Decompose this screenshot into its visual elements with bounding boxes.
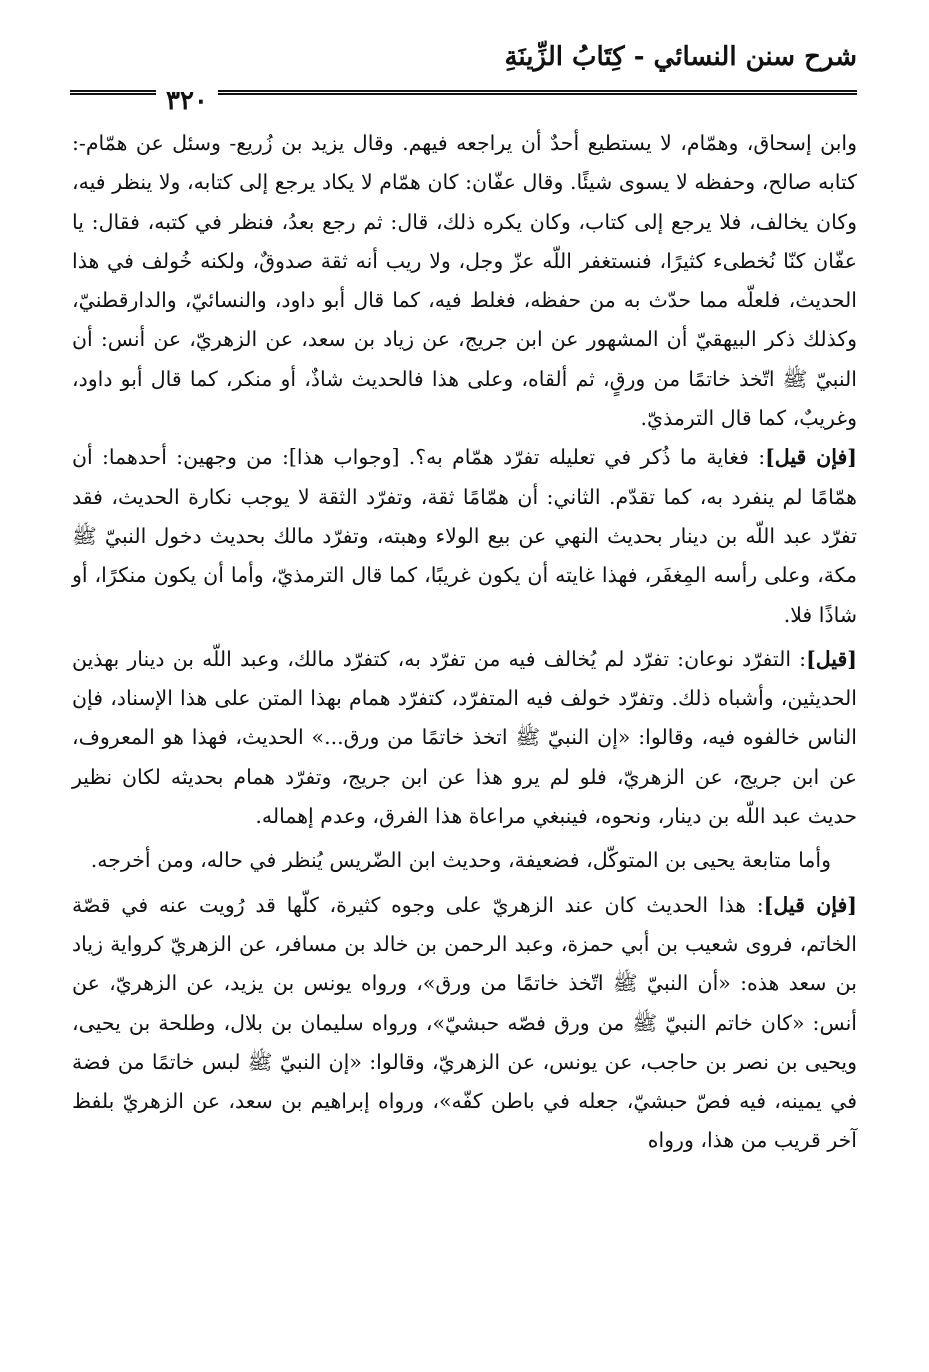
paragraph-lead: [فإن قيل] bbox=[763, 892, 857, 917]
paragraph-lead: [فإن قيل] bbox=[765, 445, 857, 470]
running-title: شرح سنن النسائي - كِتَابُ الزِّينَةِ bbox=[504, 42, 857, 72]
paragraph bbox=[72, 438, 857, 634]
paragraph-text: وابن إسحاق، وهمّام، لا يستطيع أحدٌ أن يراجعه فيهم. وقال يزيد بن زُريع- وسئل عن همّام-: كتابه صالح، وحفظه لا يسوى شيئًا. وقال عفّان: كان همّام لا يكاد يرجع إلى كتابه، ولا ينظر فيه، وكان يخالف، فلا يرجع إلى كتاب، وكان يكره ذلك، قال: ثم رجع بعدُ، فنظر في كتبه، فقال: يا عفّان كنّا نُخطىء كثيرًا، فنستغفر اللّه عزّ وجل، ولا ريب أنه ثقة صدوقٌ، ولكنه خُولف في هذا الحديث، فلعلّه مما حدّث به من حفظه، فغلط فيه، كما قال أبو داود، والنسائيّ، والدارقطنيّ، وكذلك ذكر البيهقيّ أن المشهور عن ابن جريج، عن زياد بن سعد، عن الزهريّ، عن أنس: أن النبيّ ﷺ اتّخذ خاتمًا من ورقٍ، ثم ألقاه، وعلى هذا فالحديث شاذٌ، أو منكر، كما قال أبو داود، وغريبٌ، كما قال الترمذيّ. bbox=[72, 131, 857, 431]
page-number: ٣٢٠ bbox=[156, 86, 218, 116]
paragraph-text: : هذا الحديث كان عند الزهريّ على وجوه كثيرة، كلّها قد رُويت عنه في قصّة الخاتم، فروى شعيب بن أبي حمزة، وعبد الرحمن بن خالد بن مسافر، عن الزهريّ كرواية زياد بن سعد هذه: «أن النبيّ ﷺ اتّخذ خاتمًا من ورق»، ورواه يونس بن يزيد، عن الزهريّ، عن أنس: «كان خاتم النبيّ ﷺ من ورق فصّه حبشيّ»، ورواه سليمان بن بلال، وطلحة بن يحيى، ويحيى بن نصر بن حاجب، عن يونس، عن الزهريّ، وقالوا: «إن النبيّ ﷺ لبس خاتمًا من فضة في يمينه، فيه فصّ حبشيّ، جعله في باطن كفّه»، ورواه إبراهيم بن سعد، عن الزهريّ بلفظ آخر قريب من هذا، ورواه bbox=[72, 892, 857, 1153]
paragraph bbox=[72, 124, 857, 438]
page-body bbox=[72, 124, 857, 1166]
header-rule-short bbox=[70, 90, 148, 95]
paragraph bbox=[72, 886, 857, 1161]
paragraph-text: : التفرّد نوعان: تفرّد لم يُخالف فيه من تفرّد به، كتفرّد مالك، وعبد اللّه بن دينار بهذين الحديثين، وأشباه ذلك. وتفرّد خولف فيه المتفرّد، كتفرّد همام بهذا المتن على هذا الإسناد، فإن الناس خالفوه فيه، وقالوا: «إن النبيّ ﷺ اتخذ خاتمًا من ورق...» الحديث، فهذا هو المعروف، عن ابن جريج، عن الزهريّ، فلو لم يرو هذا عن ابن جريج، وتفرّد همام بحديثه لكان نظير حديث عبد اللّه بن دينار، ونحوه، فينبغي مراعاة هذا الفرق، وعدم إهماله. bbox=[72, 646, 857, 829]
paragraph-text: وأما متابعة يحيى بن المتوكّل، فضعيفة، وحديث ابن الضّريس يُنظر في حاله، ومن أخرجه. bbox=[90, 848, 831, 873]
paragraph-text: : فغاية ما ذُكر في تعليله تفرّد همّام به؟. [وجواب هذا]: من وجهين: أحدهما: أن همّامًا لم ينفرد به، كما تقدّم. الثاني: أن همّامًا ثقة، وتفرّد الثقة لا يوجب نكارة الحديث، فقد تفرّد عبد اللّه بن دينار بحديث النهي عن بيع الولاء وهبته، وتفرّد مالك بحديث دخول النبيّ ﷺ مكة، وعلى رأسه المِغفَر، فهذا غايته أن يكون غريبًا، كما قال الترمذيّ، وأما أن يكون منكرًا، أو شاذًا فلا. bbox=[72, 445, 857, 627]
paragraph bbox=[72, 841, 857, 880]
page-header bbox=[70, 42, 857, 116]
paragraph bbox=[72, 640, 857, 836]
paragraph-lead: [قيل] bbox=[806, 646, 857, 671]
